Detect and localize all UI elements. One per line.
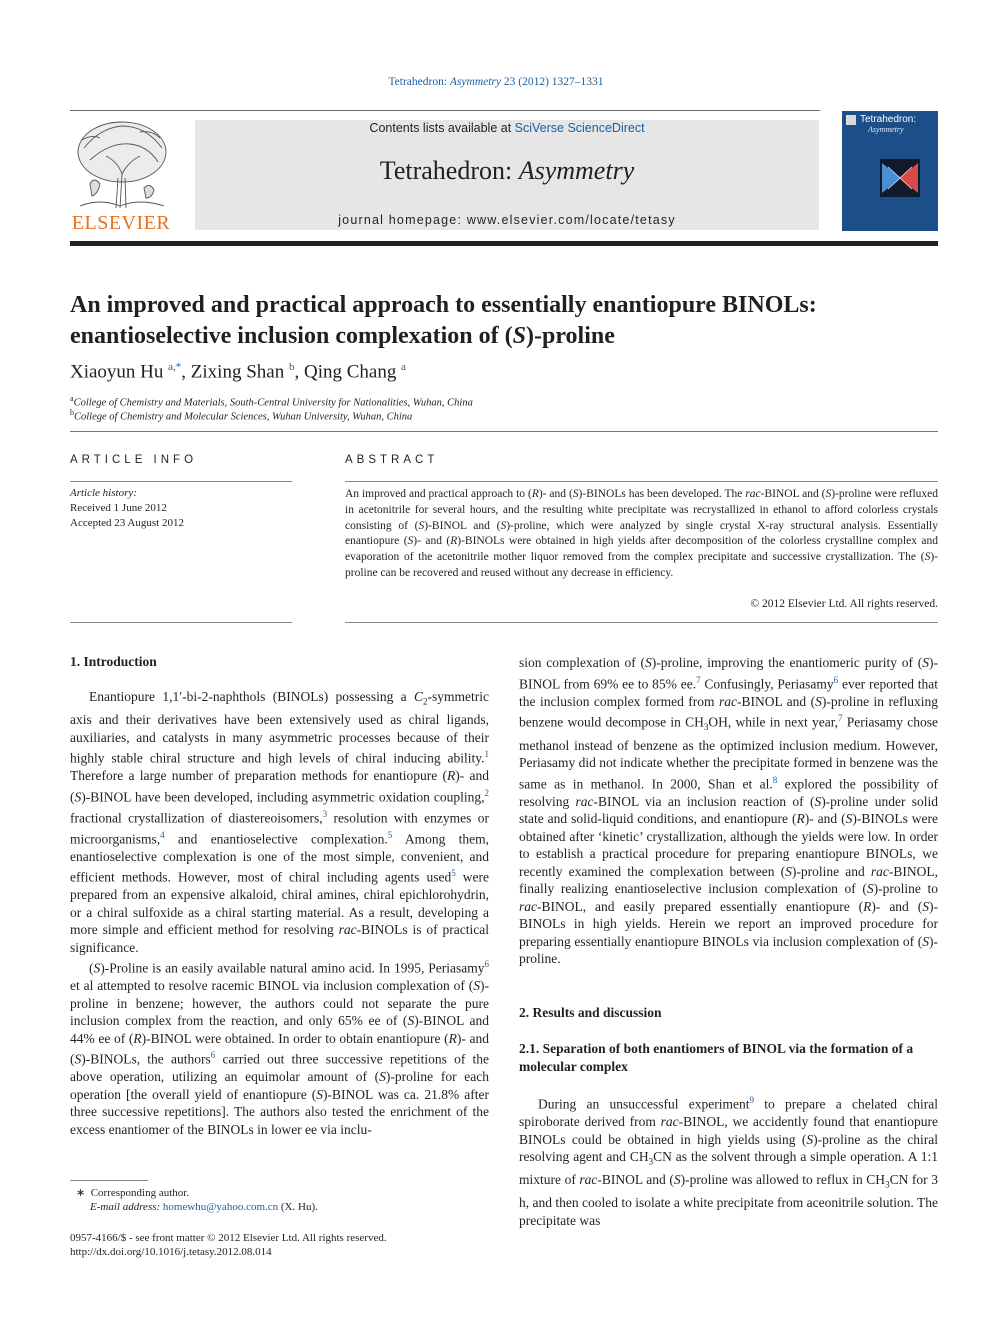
asterisk-mark: ∗ (76, 1187, 91, 1199)
received-date: Received 1 June 2012 (70, 502, 167, 514)
author-list (70, 361, 406, 383)
header-thick-rule (70, 241, 938, 246)
author-name[interactable]: Zixing Shan (190, 361, 285, 383)
affiliation-b (70, 408, 412, 423)
intro-heading: 1. Introduction (70, 654, 157, 669)
intro-column-right: sion complexation of (S)-proline, improving the enantiomeric purity of (S)-BINOL from 69% ee to 85% ee.$^7$ Confusingly, Periasamy$^6$ ever reported that the inclusion complex formed from rac-BINOL and (S)-proline in refluxing benzene would decompose in $CH_3OH$, while in next year,$^7$ Periasamy chose methanol instead of benzene as the optimized inclusion medium. However, Periasamy did not indicate whether the precipitate formed in benzene was the same as in methanol. In 2000, Shan et al.$^8$ explored the possibility of resolving rac-BINOL via an inclusion reaction of (S)-proline under solid state and solid-liquid conditions, and enantiopure (R)- and (S)-BINOLs were obtained after ‘kinetic’ crystallization, although the yields were low. In order to establish a practical procedure for preparing enantiopure BINOLs, we recently examined the complexation between (S)-proline and rac-BINOL, finally realizing enantioselective inclusion complexation of (S)-proline to rac-BINOL, and easily prepared essentially enantiopure (R)- and (S)-BINOLs in high yields. Herein we report an improved procedure for preparing essentially enantiopure BINOLs via inclusion complexation of (S)-proline. (519, 655, 939, 967)
publisher-logo-text: ELSEVIER (71, 212, 171, 234)
author-marks[interactable]: a,* (168, 361, 182, 373)
article-title (70, 290, 938, 352)
author-name[interactable]: Xiaoyun Hu (70, 361, 164, 383)
journal-homepage (195, 213, 819, 227)
contents-availability (195, 121, 819, 135)
author-sep: , (181, 361, 191, 383)
title-line-2-pre: enantioselective inclusion complexation of ( (70, 323, 513, 349)
intro-column-left: Enantiopure 1,1′-bi-2-naphthols (BINOLs) possessing a $C_2$-symmetric axis and their derivatives have been extensively used as chiral ligands, auxiliaries, and catalysts in many asymmetric processes because of their highly stable chiral structure and high levels of chiral inducing ability.$^1$ Therefore a large number of preparation methods for enantiopure (R)- and (S)-BINOL have been developed, including asymmetric oxidation coupling,$^2$ fractional crystallization of diastereoisomers,$^3$ resolution with enzymes or microorganisms,$^4$ and enantioselective complexation.$^5$ Among them, enantioselective complexation is one of the most simple, convenient, and efficient methods. However, most of chiral including agents used$^5$ were prepared from an expensive alkaloid, chiral amines, chiral epichlorohydrin, or a chiral sulfoxide as a chiral starting material. As a result, developing a more simple and efficient method for resolving rac-BINOLs is of practical significance. (S)-Proline is an easily available natural amino acid. In 1995, Periasamy$^6$ et al attempted to resolve racemic BINOL via inclusion complexation of (S)-proline in benzene; however, the authors could not separate the pure inclusion complex from the reaction, and only 65% ee of (S)-BINOL and 44% ee of (R)-BINOL were obtained. In order to obtain enantiopure (R)- and (S)-BINOLs, the authors$^6$ carried out three successive repetitions of the above operation, utilizing an equimolar amount of (S)-proline for each operation [the overall yield of enantiopure (S)-BINOL was ca. 21.8% after three successive repetitions]. The authors also tested the enrichment of the excess enantiomer of the BINOLs in lower ee via inclu- (70, 689, 490, 1137)
abstract-text: An improved and practical approach to (R)- and (S)-BINOLs has been developed. The rac-BINOL and (S)-proline were refluxed in acetonitrile for several hours, and the resulting white precipitate was recrystallized in ethanol to afford colorless crystals consisting of (S)-BINOL and (S)-proline, which were analyzed by single crystal X-ray structural analysis. Essentially enantiopure (S)- and (R)-BINOLs were obtained in high yields after decomposition of the colorless crystalline complex and evaporation of the acetonitrile mother liquor removed from the complex precipitate and successive crystallization. The (S)-proline can be recovered and reused without any decrease in efficiency. (345, 488, 938, 579)
corresponding-footnote (76, 1186, 189, 1201)
history-label: Article history: (70, 487, 137, 499)
cover-title: Tetrahedron: (860, 114, 917, 125)
doi-link[interactable]: http://dx.doi.org/10.1016/j.tetasy.2012.08.014 (70, 1246, 272, 1258)
citation-journal: Asymmetry (449, 76, 501, 88)
author-name[interactable]: Qing Chang (303, 361, 397, 383)
title-line-2 (70, 321, 938, 352)
journal-cover-thumbnail[interactable] (842, 111, 938, 231)
title-line-1: An improved and practical approach to essentially enantiopure BINOLs: (70, 292, 817, 318)
affiliation-mark: a (70, 394, 74, 403)
citation-rest: 23 (2012) 1327–1331 (501, 76, 604, 88)
results-heading: 2. Results and discussion (519, 1005, 662, 1020)
journal-name (195, 156, 819, 186)
article-info-bottom-rule (70, 622, 292, 623)
email-footnote (90, 1200, 318, 1215)
issn-line: 0957-4166/$ - see front matter © 2012 Elsevier Ltd. All rights reserved. (70, 1232, 387, 1244)
article-history (70, 486, 292, 531)
email-link[interactable]: homewhu@yahoo.com.cn (162, 1201, 279, 1213)
journal-name-plain: Tetrahedron: (379, 156, 519, 185)
affiliation-text: College of Chemistry and Materials, South-Central University for Nationalities, Wuhan, China (73, 397, 473, 409)
citation-prefix: Tetrahedron: (388, 76, 450, 88)
cover-subtitle: Asymmetry (868, 125, 904, 134)
journal-citation[interactable] (0, 76, 992, 88)
accepted-date: Accepted 23 August 2012 (70, 517, 184, 529)
homepage-url[interactable]: www.elsevier.com/locate/tetasy (466, 213, 676, 227)
journal-name-italic: Asymmetry (518, 156, 635, 185)
affiliation-a (70, 394, 473, 409)
subsection-heading: 2.1. Separation of both enantiomers of BINOL via the formation of a molecular complex (519, 1041, 914, 1074)
article-info-heading: ARTICLE INFO (70, 454, 198, 466)
tree-icon (70, 118, 172, 212)
abstract-bottom-rule (345, 622, 938, 623)
affiliation-rule (70, 431, 938, 432)
header-top-rule (70, 110, 820, 111)
abstract-heading: ABSTRACT (345, 454, 439, 466)
affiliation-text: College of Chemistry and Molecular Sciences, Wuhan University, Wuhan, China (74, 411, 413, 423)
results-paragraph: During an unsuccessful experiment$^9$ to prepare a chelated chiral spiroborate derived from rac-BINOL, we accidently found that enantiopure BINOLs could be obtained in high yields using (S)-proline as the chiral resolving agent and $CH_3CN$ as the solvent through a simple operation. A 1:1 mixture of rac-BINOL and (S)-proline was allowed to reflux in $CH_3CN$ for 3 h, and then cooled to isolate a white precipitate from aceonitrile solution. The precipitate was (519, 1095, 939, 1228)
cover-art-image (880, 159, 920, 197)
abstract-rule (345, 481, 938, 482)
title-line-2-s: S (512, 323, 526, 349)
affiliation-mark: b (70, 408, 74, 417)
author-sep: , (294, 361, 304, 383)
sciencedirect-link[interactable]: SciVerse ScienceDirect (514, 121, 645, 135)
copyright-notice: © 2012 Elsevier Ltd. All rights reserved. (750, 598, 938, 610)
email-label: E-mail address: (90, 1201, 163, 1213)
homepage-label: journal homepage: (338, 213, 467, 227)
email-suffix: (X. Hu). (278, 1201, 318, 1213)
footnote-rule (70, 1180, 148, 1181)
contents-prefix: Contents lists available at (369, 121, 515, 135)
title-line-2-post: )-proline (526, 323, 615, 349)
author-marks[interactable]: b (288, 361, 295, 373)
author-marks[interactable]: a (401, 361, 406, 373)
article-info-rule (70, 481, 292, 482)
corresponding-text: Corresponding author. (90, 1187, 190, 1199)
cover-logo-icon (846, 115, 856, 125)
